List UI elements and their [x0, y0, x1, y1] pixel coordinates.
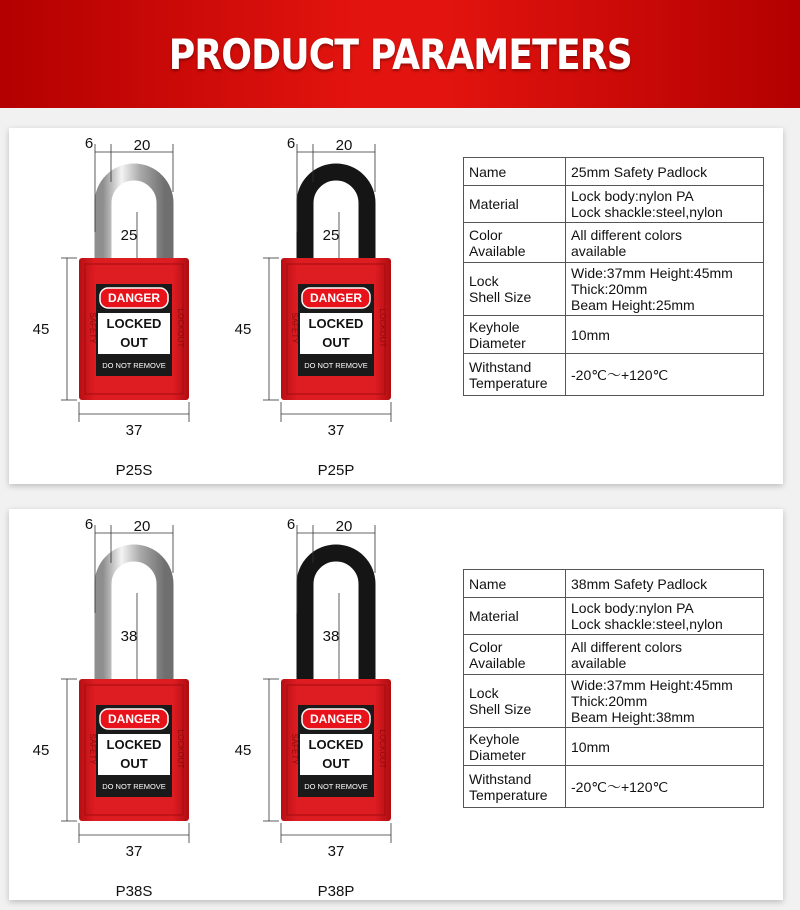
- dim-body-width: 37: [327, 843, 345, 860]
- spec-value: [566, 158, 764, 186]
- spec-key-line: Withstand: [469, 770, 532, 787]
- spec-value-line: available: [571, 654, 627, 671]
- model-name: P38P: [317, 883, 355, 900]
- spec-row: [464, 675, 764, 728]
- side-text-left: SAFETY: [290, 312, 299, 344]
- spec-key: [464, 223, 566, 263]
- dim-body-width: 37: [125, 422, 143, 439]
- spec-key-line: Diameter: [469, 334, 526, 351]
- spec-row: [464, 728, 764, 766]
- side-text-right: LOCKOUT: [378, 729, 387, 769]
- tag-out-text: OUT: [120, 756, 148, 771]
- spec-key-line: Keyhole: [469, 730, 520, 747]
- spec-key-line: Color: [469, 226, 503, 243]
- spec-key-line: Color: [469, 638, 503, 655]
- spec-table-25mm: [463, 157, 764, 396]
- tag-locked-text: LOCKED: [106, 316, 162, 331]
- header-banner: [0, 0, 800, 108]
- spec-value-line: -20℃～+120℃: [571, 778, 669, 795]
- spec-row: [464, 186, 764, 223]
- spec-value: [566, 635, 764, 675]
- tag-remove-text: DO NOT REMOVE: [102, 782, 166, 791]
- dim-shackle-height: 38: [120, 628, 138, 645]
- model-name: P25P: [317, 462, 355, 479]
- tag-remove-text: DO NOT REMOVE: [304, 361, 368, 370]
- side-text-left: SAFETY: [290, 733, 299, 765]
- spec-key: [464, 263, 566, 316]
- dim-shackle-thickness: 6: [286, 516, 296, 533]
- spec-value-line: 25mm Safety Padlock: [571, 163, 708, 180]
- dim-body-width: 37: [327, 422, 345, 439]
- spec-value-line: Beam Height:25mm: [571, 297, 695, 313]
- product-panel-38mm: [9, 509, 783, 900]
- dim-body-height: 45: [234, 321, 252, 338]
- spec-value: [566, 223, 764, 263]
- model-name: P25S: [115, 462, 153, 479]
- spec-value-line: Thick:20mm: [571, 281, 648, 297]
- spec-key: [464, 158, 566, 186]
- tag-remove-text: DO NOT REMOVE: [304, 782, 368, 791]
- spec-value-line: Wide:37mm Height:45mm: [571, 677, 733, 693]
- spec-value-line: Lock body:nylon PA: [571, 188, 694, 204]
- dim-shackle-height: 25: [120, 227, 138, 244]
- product-panel-25mm: [9, 128, 783, 484]
- spec-key-line: Keyhole: [469, 318, 520, 335]
- spec-row: [464, 223, 764, 263]
- dim-shackle-thickness: 6: [286, 135, 296, 152]
- spec-value-line: Beam Height:38mm: [571, 709, 695, 725]
- tag-out-text: OUT: [120, 335, 148, 350]
- spec-value-line: 38mm Safety Padlock: [571, 575, 708, 592]
- spec-row: [464, 598, 764, 635]
- spec-key-line: Temperature: [469, 374, 548, 391]
- spec-value: [566, 354, 764, 396]
- side-text-left: SAFETY: [88, 733, 97, 765]
- model-name: P38S: [115, 883, 153, 900]
- dim-shackle-width: 20: [133, 518, 151, 535]
- spec-key: [464, 186, 566, 223]
- spec-value: [566, 675, 764, 728]
- spec-row: [464, 635, 764, 675]
- dim-body-height: 45: [32, 321, 50, 338]
- nylon-shackle: [305, 172, 367, 260]
- steel-shackle: [103, 553, 165, 681]
- dim-shackle-thickness: 6: [84, 516, 94, 533]
- dim-shackle-width: 20: [335, 518, 353, 535]
- dim-body-height: 45: [234, 742, 252, 759]
- spec-value: [566, 766, 764, 808]
- spec-key-line: Shell Size: [469, 289, 532, 305]
- padlock-drawing: [9, 128, 199, 480]
- padlock-drawing: [211, 128, 401, 480]
- spec-key: [464, 598, 566, 635]
- spec-key: [464, 728, 566, 766]
- tag-locked-text: LOCKED: [308, 316, 364, 331]
- spec-key: [464, 316, 566, 354]
- side-text-right: LOCKOUT: [378, 308, 387, 348]
- dim-shackle-height: 38: [322, 628, 340, 645]
- dim-shackle-width: 20: [335, 137, 353, 154]
- dim-shackle-width: 20: [133, 137, 151, 154]
- spec-key: [464, 675, 566, 728]
- spec-row: [464, 263, 764, 316]
- danger-tag: [298, 705, 374, 797]
- danger-tag: [298, 284, 374, 376]
- spec-key-line: Available: [469, 242, 526, 259]
- spec-value-line: Lock body:nylon PA: [571, 600, 694, 616]
- tag-danger-text: DANGER: [309, 291, 363, 305]
- danger-tag: [96, 705, 172, 797]
- spec-value-line: Wide:37mm Height:45mm: [571, 265, 733, 281]
- spec-value-line: 10mm: [571, 326, 610, 343]
- nylon-shackle: [305, 553, 367, 681]
- spec-key: [464, 766, 566, 808]
- tag-out-text: OUT: [322, 335, 350, 350]
- spec-key: [464, 635, 566, 675]
- side-text-right: LOCKOUT: [176, 729, 185, 769]
- tag-out-text: OUT: [322, 756, 350, 771]
- tag-danger-text: DANGER: [107, 291, 161, 305]
- spec-key-line: Lock: [469, 273, 499, 289]
- spec-row: [464, 158, 764, 186]
- spec-value: [566, 728, 764, 766]
- spec-value: [566, 263, 764, 316]
- spec-key-line: Material: [469, 608, 519, 624]
- spec-value-line: All different colors: [571, 638, 683, 655]
- spec-value-line: available: [571, 242, 627, 259]
- page-title: PRODUCT PARAMETERS: [168, 29, 632, 79]
- spec-key-line: Name: [469, 575, 507, 592]
- spec-key-line: Lock: [469, 685, 499, 701]
- spec-key-line: Material: [469, 196, 519, 212]
- side-text-right: LOCKOUT: [176, 308, 185, 348]
- spec-key-line: Name: [469, 163, 507, 180]
- tag-danger-text: DANGER: [107, 712, 161, 726]
- tag-locked-text: LOCKED: [308, 737, 364, 752]
- spec-key-line: Available: [469, 654, 526, 671]
- spec-key-line: Withstand: [469, 358, 532, 375]
- steel-shackle: [103, 172, 165, 260]
- spec-row: [464, 570, 764, 598]
- spec-value: [566, 186, 764, 223]
- tag-locked-text: LOCKED: [106, 737, 162, 752]
- spec-value: [566, 598, 764, 635]
- tag-remove-text: DO NOT REMOVE: [102, 361, 166, 370]
- spec-value: [566, 570, 764, 598]
- spec-value-line: -20℃～+120℃: [571, 366, 669, 383]
- dim-body-width: 37: [125, 843, 143, 860]
- spec-row: [464, 316, 764, 354]
- spec-key: [464, 354, 566, 396]
- spec-row: [464, 354, 764, 396]
- spec-value-line: 10mm: [571, 738, 610, 755]
- spec-key-line: Diameter: [469, 746, 526, 763]
- spec-value-line: Lock shackle:steel,nylon: [571, 204, 723, 220]
- spec-key-line: Temperature: [469, 786, 548, 803]
- spec-value-line: Lock shackle:steel,nylon: [571, 616, 723, 632]
- spec-key: [464, 570, 566, 598]
- spec-row: [464, 766, 764, 808]
- padlock-drawing: [211, 509, 401, 901]
- spec-key-line: Shell Size: [469, 701, 532, 717]
- dim-shackle-height: 25: [322, 227, 340, 244]
- tag-danger-text: DANGER: [309, 712, 363, 726]
- dim-shackle-thickness: 6: [84, 135, 94, 152]
- spec-value-line: Thick:20mm: [571, 693, 648, 709]
- side-text-left: SAFETY: [88, 312, 97, 344]
- spec-table-38mm: [463, 569, 764, 808]
- spec-value-line: All different colors: [571, 226, 683, 243]
- danger-tag: [96, 284, 172, 376]
- padlock-drawing: [9, 509, 199, 901]
- spec-value: [566, 316, 764, 354]
- dim-body-height: 45: [32, 742, 50, 759]
